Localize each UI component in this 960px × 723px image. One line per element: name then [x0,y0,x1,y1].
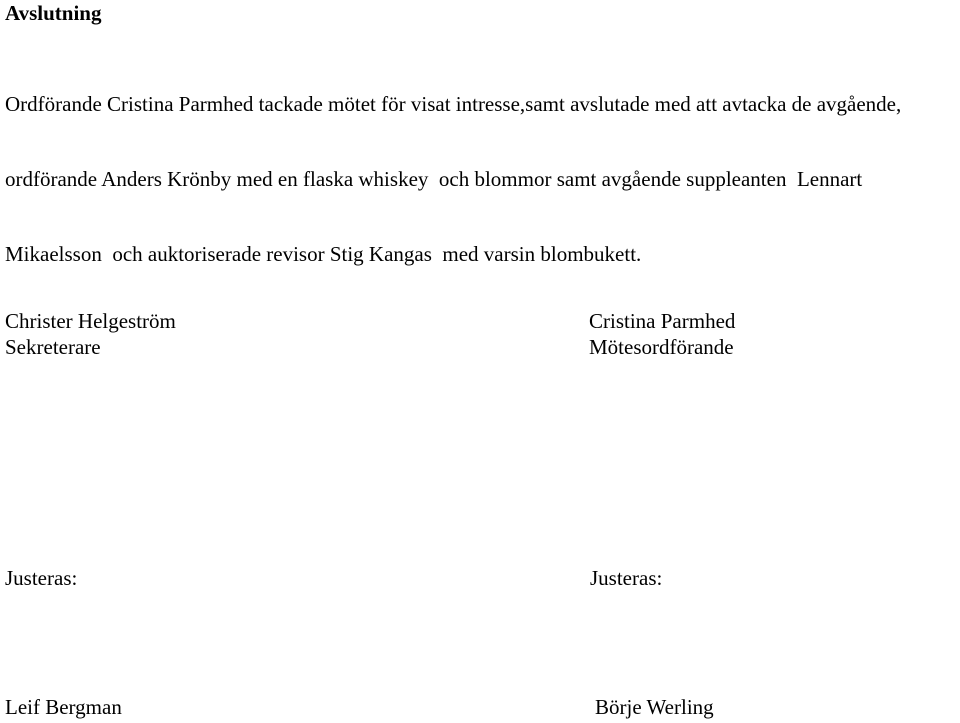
chair-name: Cristina Parmhed [589,309,736,333]
section-heading: Avslutning [5,1,102,25]
secretary-name: Christer Helgeström [5,309,176,333]
adjuster-label-left: Justeras: [5,566,78,590]
adjuster-name-left: Leif Bergman [5,695,122,719]
closing-paragraph [5,42,960,292]
chair-role: Mötesordförande [589,335,734,359]
adjuster-label-right: Justeras: [590,566,663,590]
adjuster-name-right: Börje Werling [595,695,714,719]
paragraph-line: Mikaelsson och auktoriserade revisor Stig Kangas med varsin blombukett. [5,242,642,266]
secretary-role: Sekreterare [5,335,101,359]
paragraph-line: Ordförande Cristina Parmhed tackade mötet för visat intresse,samt avslutade med att avtacka de avgående, [5,92,902,116]
paragraph-line: ordförande Anders Krönby med en flaska whiskey och blommor samt avgående suppleanten Lennart [5,167,863,191]
